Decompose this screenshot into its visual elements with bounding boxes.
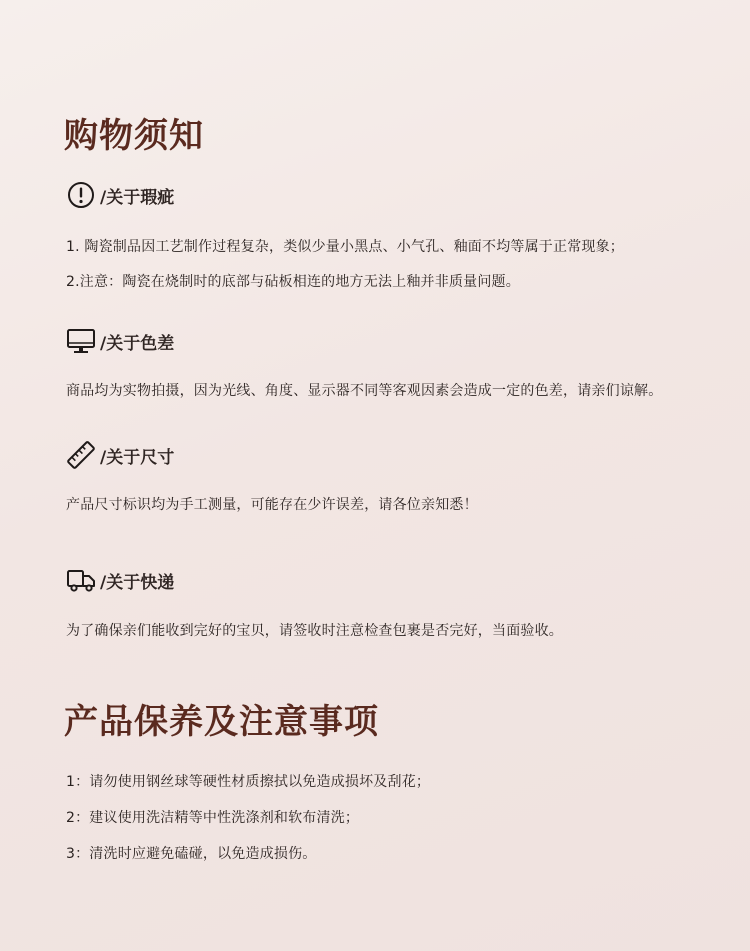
flaws-line-2: 2.注意：陶瓷在烧制时的底部与砧板相连的地方无法上釉并非质量问题。 (66, 274, 520, 290)
flaws-line-1: 1. 陶瓷制品因工艺制作过程复杂，类似少量小黑点、小气孔、釉面不均等属于正常现象； (66, 239, 625, 255)
page-title-care: 产品保养及注意事项 (64, 702, 379, 742)
section-header-delivery (66, 565, 174, 595)
size-line-1: 产品尺寸标识均为手工测量，可能存在少许误差，请各位亲知悉！ (66, 497, 478, 513)
section-title-flaws: /关于瑕疵 (100, 187, 175, 208)
exclamation-circle-icon (66, 180, 96, 210)
section-title-color: /关于色差 (100, 333, 175, 354)
monitor-icon (66, 326, 96, 356)
section-title-delivery: /关于快递 (100, 572, 175, 593)
section-header-size (66, 440, 174, 470)
color-line-1: 商品均为实物拍摄，因为光线、角度、显示器不同等客观因素会造成一定的色差，请亲们谅解。 (66, 383, 663, 399)
section-title-size: /关于尺寸 (100, 447, 175, 468)
care-item-2: 2：建议使用洗洁精等中性洗涤剂和软布清洗； (66, 810, 360, 826)
delivery-truck-icon (66, 565, 96, 595)
section-header-color (66, 326, 174, 356)
page-title-shopping: 购物须知 (64, 116, 204, 156)
section-header-flaws (66, 180, 174, 210)
care-item-3: 3：清洗时应避免磕碰，以免造成损伤。 (66, 846, 317, 862)
care-item-1: 1：请勿使用钢丝球等硬性材质擦拭以免造成损坏及刮花； (66, 774, 431, 790)
ruler-icon (66, 440, 96, 470)
delivery-line-1: 为了确保亲们能收到完好的宝贝，请签收时注意检查包裹是否完好，当面验收。 (66, 623, 563, 639)
